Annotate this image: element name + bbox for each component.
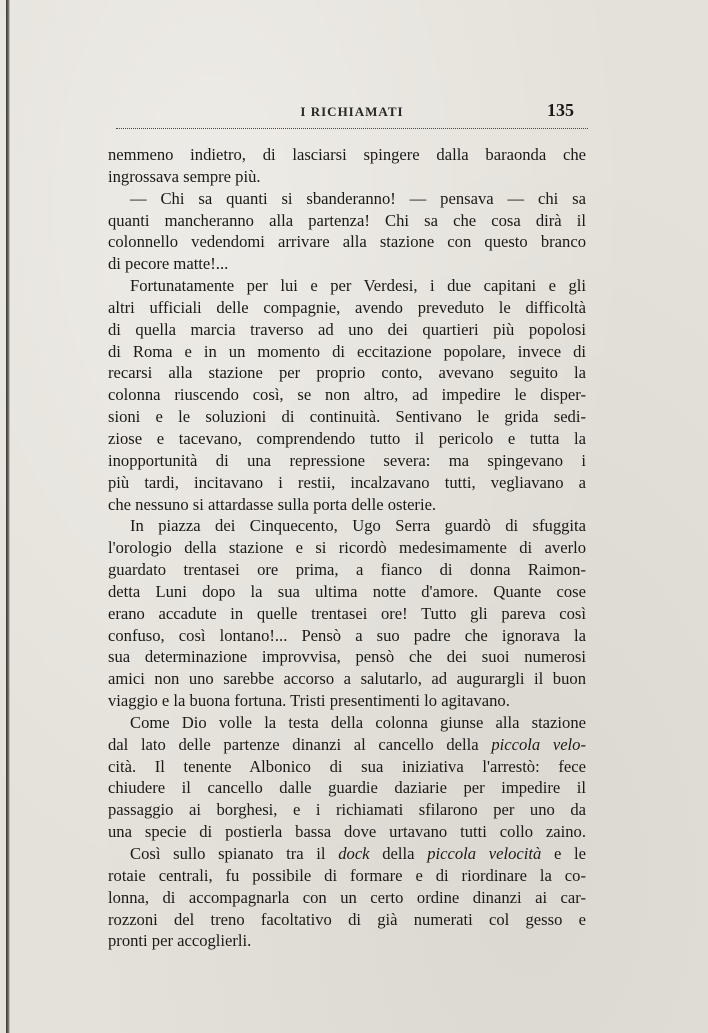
text-fragment: dal lato delle partenze dinanzi al cancello della [108, 734, 479, 754]
text-fragment: Così sullo spianato tra il [130, 844, 326, 863]
text-line: Fortunatamente per lui e per Verdesi, i due capitani e gli [130, 276, 586, 296]
text-line: di Roma e in un momento di eccitazione popolare, invece di [108, 341, 586, 361]
text-line: una specie di postierla bassa dove urtavano tutti collo zaino. [108, 822, 586, 842]
text-line: nemmeno indietro, di lasciarsi spingere dalla baraonda che [108, 145, 586, 164]
text-line: di pecore matte!... [108, 254, 229, 274]
page-number: 135 [547, 100, 574, 120]
text-line: sua determinazione improvvisa, pensò che dei suoi numerosi [108, 647, 586, 667]
text-line: amici non uno sarebbe accorso a salutarlo, ad augurargli il buon [108, 669, 586, 689]
italic-fragment: piccola velo- [491, 734, 586, 754]
text-line: inopportunità di una repressione severa: ma spingevano i [108, 450, 586, 470]
text-line: viaggio e la buona fortuna. Tristi presentimenti lo agitavano. [108, 691, 510, 711]
text-line [108, 843, 586, 865]
text-line: lonna, di accompagnarla con un certo ordine dinanzi ai car- [108, 887, 586, 907]
text-line: recarsi alla stazione per proprio conto, avevano seguito la [108, 363, 586, 383]
text-line: Come Dio volle la testa della colonna giunse alla stazione [130, 712, 586, 732]
text-line: più tardi, incitavano i restii, incalzavano tutti, vegliavano a [108, 472, 586, 492]
running-head [116, 100, 588, 130]
text-line: colonnello vedendomi arrivare alla stazione con questo branco [108, 232, 586, 252]
text-line: sioni e le soluzioni di continuità. Sentivano le grida sedi- [108, 407, 586, 427]
text-fragment: e le [553, 844, 586, 863]
text-line: quanti mancheranno alla partenza! Chi sa che cosa dirà il [108, 210, 586, 230]
binding-edge [6, 0, 10, 1033]
text-line: — Chi sa quanti si sbanderanno! — pensava — chi sa [130, 188, 586, 208]
text-line: detta Luni dopo la sua ultima notte d'amore. Quante cose [108, 581, 586, 601]
body-text [108, 144, 586, 952]
text-fragment: della [382, 844, 415, 863]
italic-fragment: piccola velocità [427, 844, 542, 863]
text-line: chiudere il cancello dalle guardie daziarie per impedire il [108, 778, 586, 798]
text-line: altri ufficiali delle compagnie, avendo preveduto le difficoltà [108, 297, 586, 317]
text-line: erano accadute in quelle trentasei ore! Tutto gli pareva così [108, 603, 586, 623]
text-line [108, 734, 586, 756]
text-line: confuso, così lontano!... Pensò a suo padre che ignorava la [108, 625, 586, 645]
text-line: cità. Il tenente Albonico di sua iniziativa l'arrestò: fece [108, 756, 586, 776]
text-line: guardato trentasei ore prima, a fianco di donna Raimon- [108, 560, 586, 580]
text-line: rozzoni del treno facoltativo di già numerati col gesso e [108, 909, 586, 929]
text-line: che nessuno si attardasse sulla porta delle osterie. [108, 494, 437, 514]
header-rule [116, 128, 588, 129]
running-title: I RICHIAMATI [300, 104, 404, 119]
text-line: passaggio ai borghesi, e i richiamati sfilarono per uno da [108, 800, 586, 820]
text-line: colonna riuscendo così, se non altro, ad impedire le disper- [108, 385, 586, 405]
text-line: rotaie centrali, fu possibile di formare e di riordinare la co- [108, 865, 586, 885]
text-line: In piazza dei Cinquecento, Ugo Serra guardò di sfuggita [130, 516, 586, 536]
text-line: ziose e tacevano, comprendendo tutto il pericolo e tutta la [108, 428, 586, 448]
text-line: di quella marcia traverso ad uno dei quartieri più popolosi [108, 319, 586, 339]
text-line: l'orologio della stazione e si ricordò medesimamente di averlo [108, 538, 586, 558]
text-line: pronti per accoglierli. [108, 931, 252, 951]
italic-fragment: dock [338, 844, 370, 863]
text-line: ingrossava sempre più. [108, 166, 261, 186]
